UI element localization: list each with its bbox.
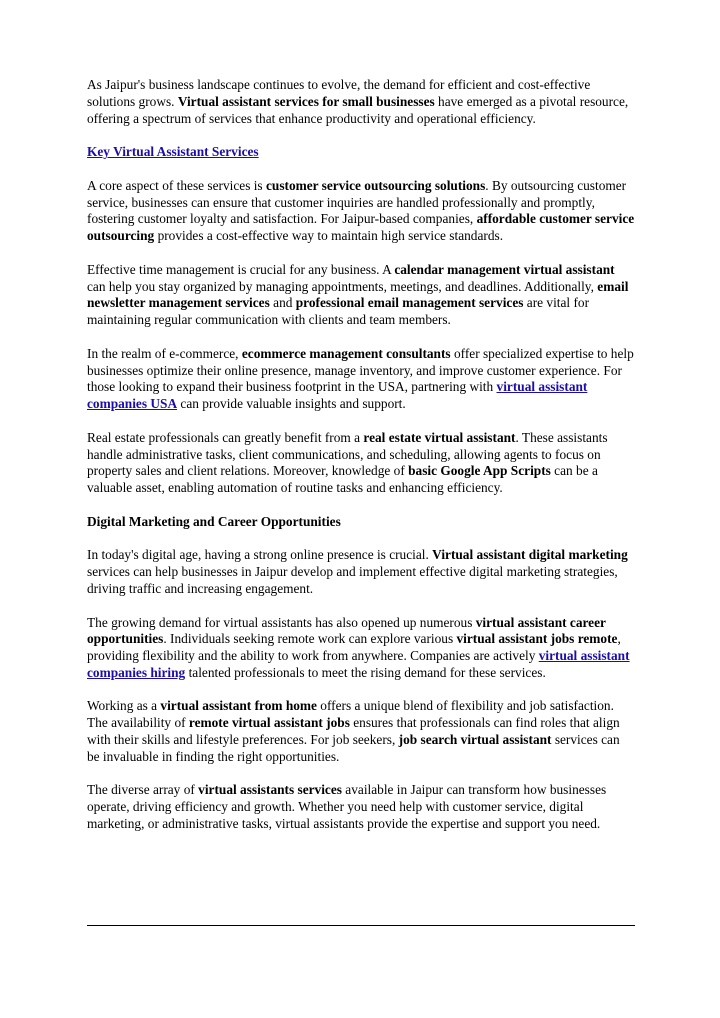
- ecommerce-paragraph: [87, 346, 635, 413]
- bold-phrase: remote virtual assistant jobs: [188, 715, 350, 731]
- bold-phrase: calendar management virtual assistant: [394, 261, 615, 277]
- text-run: Real estate professionals can greatly benefit from a: [87, 429, 364, 445]
- bold-phrase: real estate virtual assistant: [363, 429, 516, 445]
- text-run: have emerged as a pivotal resource, offering a spectrum of services that enhance productivity and operational efficiency.: [87, 93, 629, 126]
- bold-phrase: virtual assistant from home: [160, 698, 317, 714]
- bold-phrase: virtual assistants services: [198, 782, 342, 798]
- bold-phrase: professional email management services: [295, 295, 524, 311]
- bold-phrase: virtual assistant career opportunities: [87, 614, 606, 647]
- text-run: In today's digital age, having a strong online presence is crucial.: [87, 547, 433, 563]
- text-run: The diverse array of: [87, 782, 199, 798]
- text-run: As Jaipur's business landscape continues to evolve, the demand for efficient and cost-effective solutions grows.: [87, 77, 591, 109]
- text-run: Working as a: [87, 698, 161, 714]
- bold-phrase: affordable customer service outsourcing: [87, 211, 635, 244]
- conclusion-paragraph: [87, 782, 635, 832]
- text-run: In the realm of e-commerce,: [87, 345, 242, 361]
- text-run: provides a cost-effective way to maintain high service standards.: [154, 228, 504, 244]
- work-from-home-paragraph: [87, 698, 635, 765]
- career-opportunities-paragraph: [87, 615, 635, 682]
- bold-phrase: virtual assistant jobs remote: [456, 631, 618, 647]
- bold-phrase: Digital Marketing and Career Opportunities: [87, 513, 341, 529]
- text-run: services can help businesses in Jaipur develop and implement effective digital marketing strategies, driving traffic and increasing engagement.: [87, 564, 618, 596]
- text-run: offers a unique blend of flexibility and job satisfaction. The availability of: [87, 698, 614, 731]
- text-run: are vital for maintaining regular communication with clients and team members.: [87, 295, 590, 328]
- section-heading-digital-marketing: [87, 514, 635, 531]
- text-run: can provide valuable insights and support.: [177, 396, 406, 412]
- bold-phrase: ecommerce management consultants: [241, 345, 451, 361]
- text-run: can be a valuable asset, enabling automation of routine tasks and enhancing efficiency.: [87, 463, 598, 496]
- text-run: can help you stay organized by managing appointments, meetings, and deadlines. Additionally,: [87, 278, 598, 294]
- text-run: , providing flexibility and the ability to work from anywhere. Companies are actively: [87, 631, 621, 664]
- text-run: offer specialized expertise to help businesses optimize their online presence, manage inventory, and improve customer experience. For those looking to expand their business footprint in the USA, partnering with: [87, 345, 634, 395]
- text-run: . By outsourcing customer service, businesses can ensure that customer inquiries are handled professionally and promptly, fostering customer loyalty and satisfaction. For Jaipur-based companies,: [87, 177, 627, 227]
- text-run: ensures that professionals can find roles that align with their skills and lifestyle preferences. For job seekers,: [87, 715, 620, 748]
- bold-phrase: basic Google App Scripts: [408, 463, 551, 479]
- text-run: . These assistants handle administrative tasks, client communications, and scheduling, allowing agents to focus on property sales and client relations. Moreover, knowledge of: [87, 429, 608, 479]
- bottom-divider: [87, 925, 635, 926]
- text-run: and: [269, 295, 296, 311]
- text-run: Effective time management is crucial for any business. A: [87, 261, 395, 277]
- digital-marketing-paragraph: [87, 547, 635, 597]
- inline-link[interactable]: virtual assistant companies hiring: [87, 648, 630, 680]
- bold-phrase: customer service outsourcing solutions: [265, 177, 486, 193]
- section-heading-key-services: [87, 144, 635, 161]
- time-management-paragraph: [87, 262, 635, 329]
- bold-phrase: job search virtual assistant: [398, 732, 552, 748]
- document-body: [87, 77, 635, 833]
- inline-link[interactable]: Key Virtual Assistant Services: [87, 144, 259, 160]
- bold-phrase: Virtual assistant digital marketing: [432, 547, 628, 563]
- real-estate-paragraph: [87, 430, 635, 497]
- text-run: A core aspect of these services is: [87, 177, 266, 193]
- text-run: talented professionals to meet the rising demand for these services.: [185, 664, 546, 680]
- text-run: services can be invaluable in finding the right opportunities.: [87, 732, 620, 764]
- inline-link[interactable]: virtual assistant companies USA: [87, 379, 588, 412]
- bold-phrase: email newsletter management services: [87, 278, 629, 311]
- text-run: The growing demand for virtual assistants has also opened up numerous: [87, 614, 476, 630]
- customer-service-paragraph: [87, 178, 635, 245]
- text-run: . Individuals seeking remote work can explore various: [163, 631, 457, 647]
- text-run: available in Jaipur can transform how businesses operate, driving efficiency and growth. Whether you need help with customer service, digital marketing, or administrative tasks, virtual assistants provide the expertise and support you need.: [87, 782, 607, 832]
- bold-phrase: Virtual assistant services for small businesses: [177, 93, 435, 109]
- intro-paragraph: [87, 77, 635, 127]
